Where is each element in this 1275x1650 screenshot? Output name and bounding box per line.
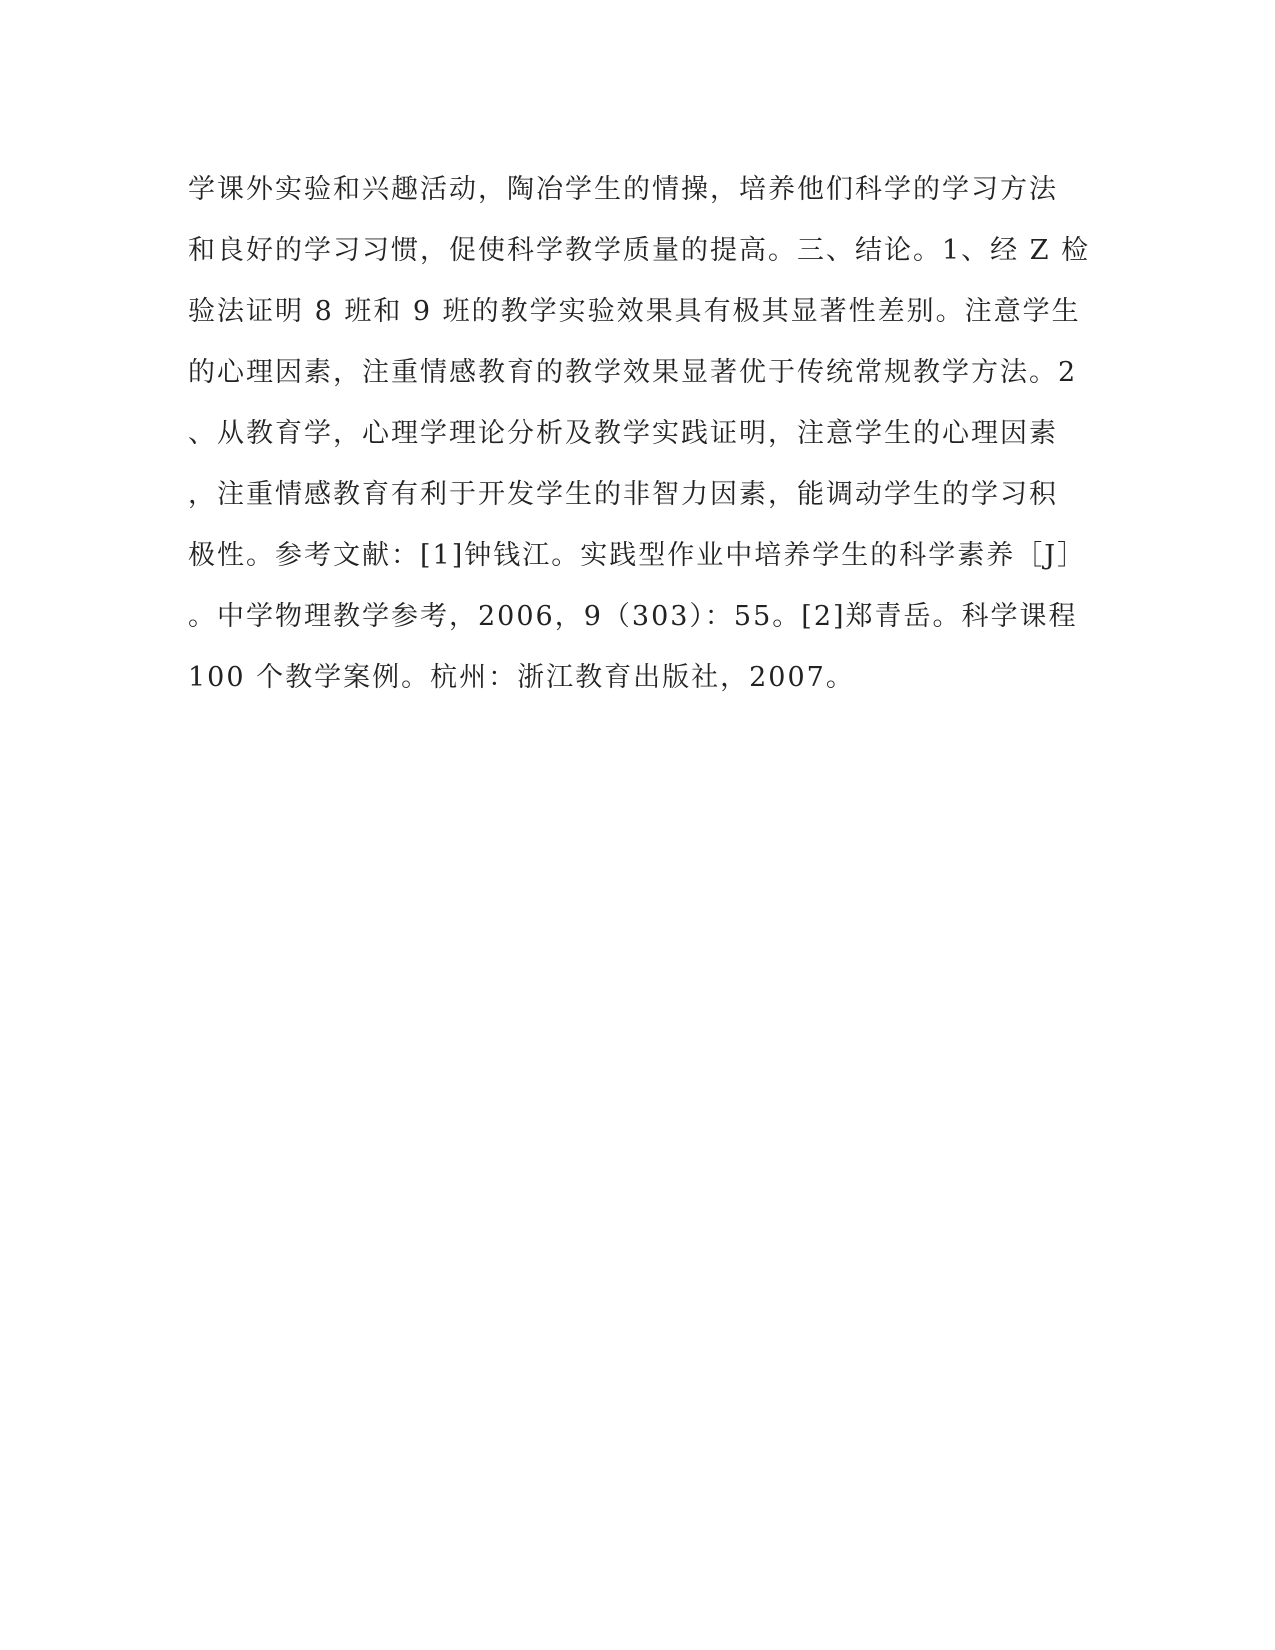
text-line: 和良好的学习习惯，促使科学教学质量的提高。三、结论。1、经 Z 检 <box>188 235 1091 266</box>
body-paragraph <box>188 166 1091 715</box>
text-line: 100 个教学案例。杭州：浙江教育出版社，2007。 <box>188 662 855 693</box>
text-line: 学课外实验和兴趣活动，陶冶学生的情操，培养他们科学的学习方法 <box>188 174 1058 205</box>
text-line: ，注重情感教育有利于开发学生的非智力因素，能调动学生的学习积 <box>188 479 1058 510</box>
text-line: 验法证明 8 班和 9 班的教学实验效果具有极其显著性差别。注意学生 <box>188 296 1081 327</box>
text-line: 、从教育学，心理学理论分析及教学实践证明，注意学生的心理因素 <box>188 418 1058 449</box>
text-line: 的心理因素，注重情感教育的教学效果显著优于传统常规教学方法。2 <box>188 357 1078 388</box>
text-line: 。中学物理教学参考，2006，9（303）：55。[2]郑青岳。科学课程 <box>188 601 1078 632</box>
text-line: 极性。参考文献：[1]钟钱江。实践型作业中培养学生的科学素养［J］ <box>188 540 1087 571</box>
